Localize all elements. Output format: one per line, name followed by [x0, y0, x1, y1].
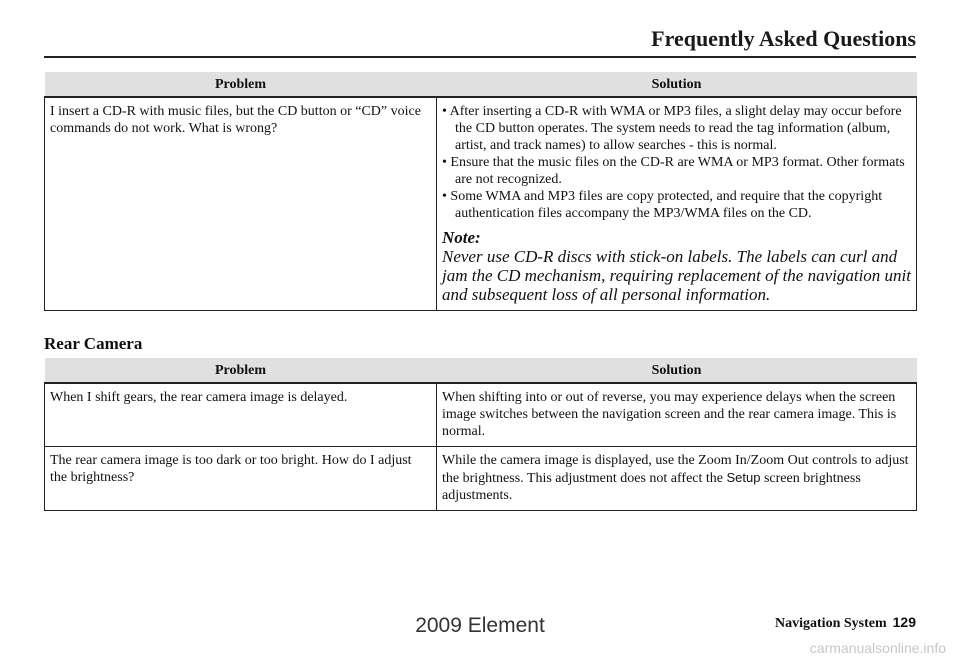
note-text: Never use CD-R discs with stick-on labels. The labels can curl and jam the CD mechanism, requiring replacement of the navigation unit and subsequent loss of all personal information. — [442, 247, 912, 304]
solution-bullet: • After inserting a CD-R with WMA or MP3 files, a slight delay may occur before the CD button operates. The system needs to read the tag information (album, artist, and track names) to allow searches - this is normal. — [442, 104, 902, 153]
column-header-solution: Solution — [437, 358, 917, 383]
table-header-row — [45, 72, 917, 97]
solution-bullet: • Ensure that the music files on the CD-R are WMA or MP3 format. Other formats are not recognized. — [442, 155, 905, 187]
problem-cell: The rear camera image is too dark or too bright. How do I adjust the brightness? — [45, 447, 437, 511]
title-rule — [44, 56, 916, 58]
solution-text: While the camera image is displayed, use the Zoom In/Zoom Out controls to adjust the brightness. This adjustment does not affect the — [442, 453, 909, 486]
solution-text: screen brightness adjustments. — [442, 471, 861, 503]
table-header-row — [45, 358, 917, 383]
footer-label: Navigation System — [775, 616, 887, 631]
site-watermark: carmanualsonline.info — [809, 640, 946, 656]
table-row — [45, 97, 917, 311]
table-row — [45, 383, 917, 447]
column-header-solution: Solution — [437, 72, 917, 97]
page-title: Frequently Asked Questions — [651, 26, 916, 51]
faq-table-cd — [44, 72, 917, 311]
column-header-problem: Problem — [45, 358, 437, 383]
setup-ui-label: Setup — [726, 470, 761, 485]
problem-cell: I insert a CD-R with music files, but the CD button or “CD” voice commands do not work. What is wrong? — [45, 97, 437, 311]
page-number: 129 — [892, 614, 916, 630]
section-heading-rear-camera: Rear Camera — [44, 334, 143, 353]
watermark: 2009 Element — [415, 614, 545, 637]
problem-cell: When I shift gears, the rear camera image is delayed. — [45, 383, 437, 447]
note-heading: Note: — [442, 228, 481, 247]
solution-cell — [437, 97, 917, 311]
note-block — [442, 228, 911, 304]
solution-cell — [437, 447, 917, 511]
solution-bullet: • Some WMA and MP3 files are copy protected, and require that the copyright authentication files accompany the MP3/WMA files on the CD. — [442, 189, 883, 221]
column-header-problem: Problem — [45, 72, 437, 97]
table-row — [45, 447, 917, 511]
faq-table-rear-camera — [44, 358, 917, 511]
solution-cell: When shifting into or out of reverse, you may experience delays when the screen image switches between the navigation screen and the rear camera image. This is normal. — [437, 383, 917, 447]
